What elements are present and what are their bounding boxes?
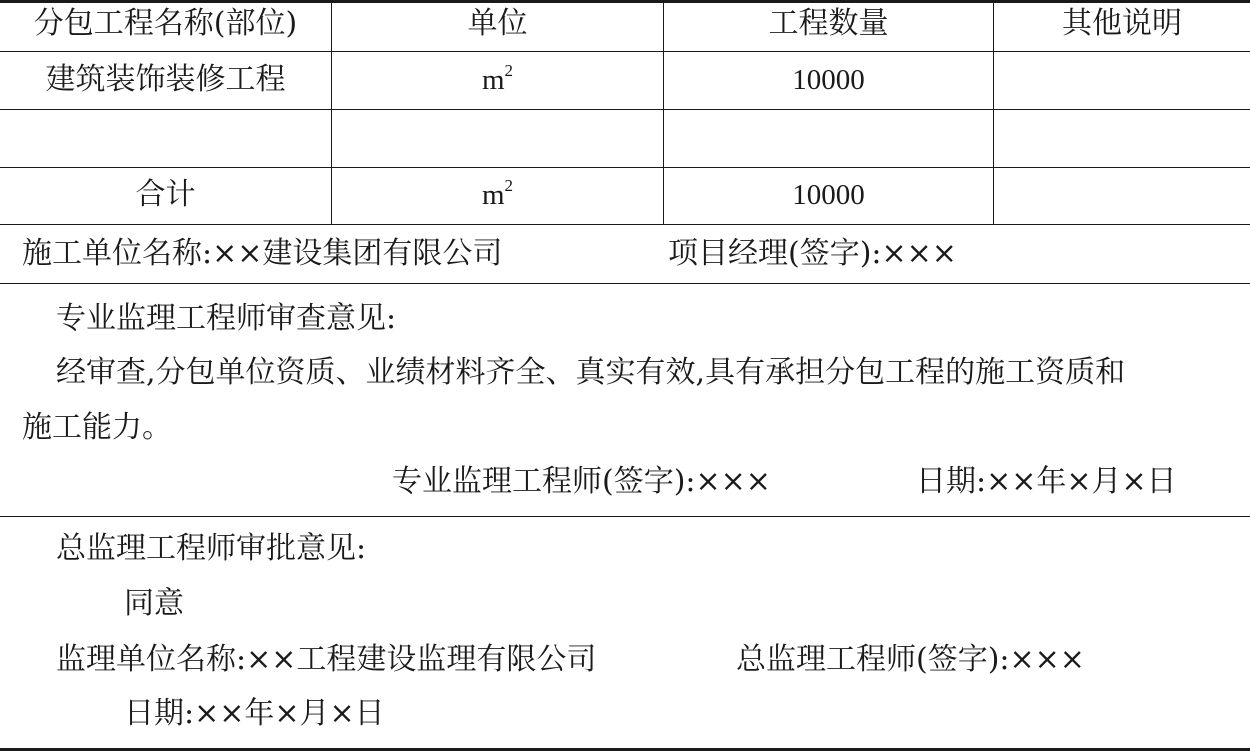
chief-approval-decision: 同意 xyxy=(124,586,184,621)
chief-approval-date: 日期:××年×月×日 xyxy=(124,696,385,731)
top-border xyxy=(0,0,1250,3)
row1-name: 建筑装饰装修工程 xyxy=(45,62,286,97)
total-quantity: 10000 xyxy=(792,179,865,211)
total-unit-base: m xyxy=(481,179,505,211)
header-unit: 单位 xyxy=(467,6,528,41)
row1-unit xyxy=(332,62,663,98)
header-name: 分包工程名称(部位) xyxy=(33,6,298,41)
specialist-review-body-continued: 施工能力。 xyxy=(22,410,172,445)
total-unit xyxy=(332,177,663,213)
specialist-review-heading: 专业监理工程师审查意见: xyxy=(56,301,397,336)
header-row-divider xyxy=(0,51,1250,52)
chief-engineer-signature: 总监理工程师(签字):××× xyxy=(736,642,1085,677)
specialist-review-body: 经审查,分包单位资质、业绩材料齐全、真实有效,具有承担分包工程的施工资质和 xyxy=(56,355,1126,390)
total-unit-exponent: 2 xyxy=(504,176,514,196)
row-divider xyxy=(0,109,1250,110)
bottom-border xyxy=(0,748,1250,751)
header-note: 其他说明 xyxy=(1062,6,1182,41)
total-label: 合计 xyxy=(135,177,196,212)
specialist-engineer-signature: 专业监理工程师(签字):××× xyxy=(392,464,771,499)
header-quantity: 工程数量 xyxy=(768,6,889,41)
section-divider xyxy=(0,516,1250,517)
row1-unit-base: m xyxy=(481,64,505,96)
table-bottom-divider xyxy=(0,224,1250,225)
row-divider xyxy=(0,167,1250,168)
project-manager-signature: 项目经理(签字):××× xyxy=(668,236,957,271)
row1-quantity: 10000 xyxy=(792,64,865,96)
section-divider xyxy=(0,283,1250,284)
specialist-review-date: 日期:××年×月×日 xyxy=(916,464,1177,499)
supervision-company-name: 监理单位名称:××工程建设监理有限公司 xyxy=(56,642,597,677)
contractor-name: 施工单位名称:××建设集团有限公司 xyxy=(22,236,503,271)
chief-approval-heading: 总监理工程师审批意见: xyxy=(56,531,367,566)
row1-unit-exponent: 2 xyxy=(504,61,514,81)
